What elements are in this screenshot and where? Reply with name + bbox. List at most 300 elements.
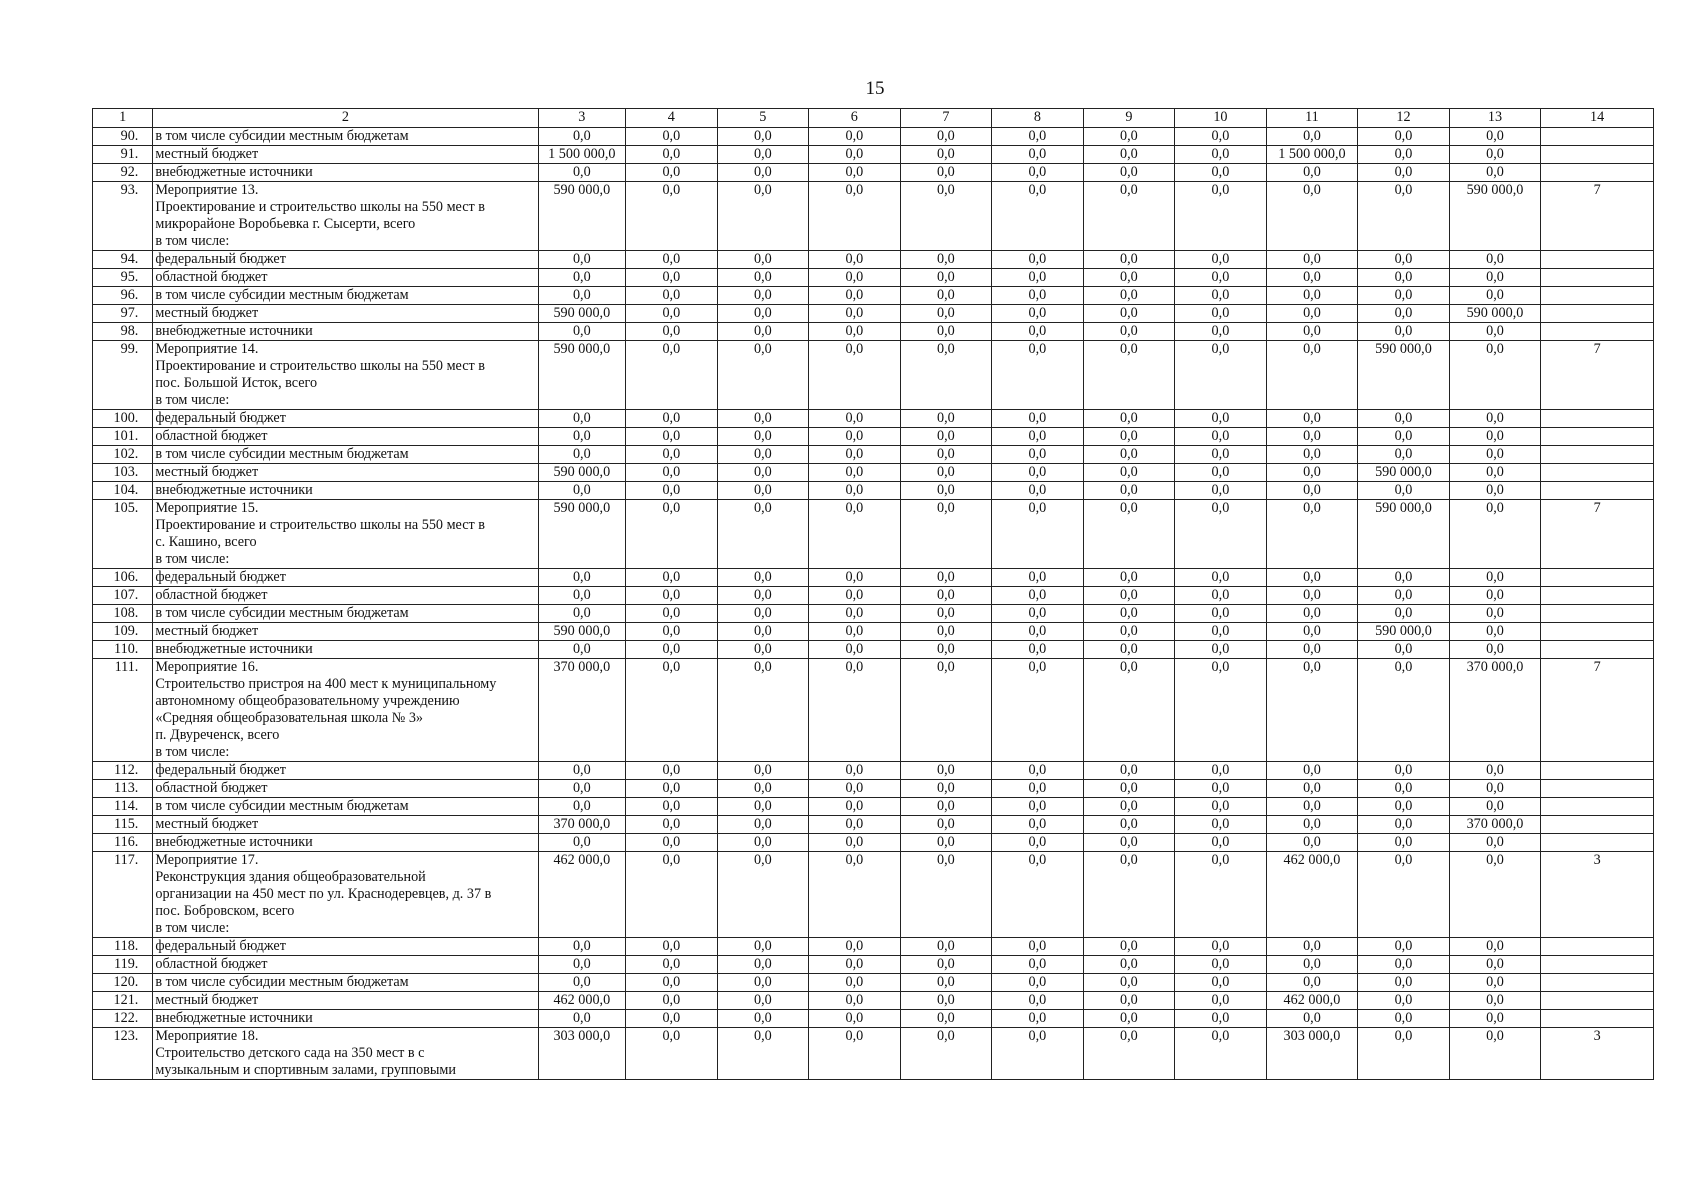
value-cell: 0,0 [626,410,718,428]
row-number: 121. [93,992,153,1010]
value-cell: 0,0 [1083,146,1175,164]
value-cell: 0,0 [809,305,901,323]
description-line: Мероприятие 14. [155,341,259,357]
value-cell: 0,0 [900,428,992,446]
value-cell: 370 000,0 [1449,659,1541,762]
value-cell: 0,0 [809,816,901,834]
description-line: областной бюджет [155,587,268,603]
value-cell: 0,0 [992,251,1084,269]
value-cell: 0,0 [626,605,718,623]
value-cell: 0,0 [1449,446,1541,464]
value-cell-col14: 7 [1541,500,1654,569]
table-row [93,482,1654,500]
value-cell: 462 000,0 [1266,852,1358,938]
value-cell: 0,0 [900,623,992,641]
value-cell: 0,0 [717,852,809,938]
row-description [153,164,538,182]
row-number: 116. [93,834,153,852]
value-cell: 0,0 [1175,410,1267,428]
value-cell: 0,0 [1175,762,1267,780]
table-row [93,305,1654,323]
table-row [93,251,1654,269]
header-row [93,109,1654,128]
value-cell: 0,0 [992,269,1084,287]
value-cell: 0,0 [1083,251,1175,269]
value-cell: 0,0 [626,798,718,816]
value-cell: 0,0 [626,323,718,341]
value-cell: 0,0 [717,128,809,146]
table-body [93,128,1654,1080]
value-cell: 0,0 [900,659,992,762]
value-cell: 0,0 [1449,323,1541,341]
value-cell: 0,0 [900,128,992,146]
value-cell: 0,0 [717,623,809,641]
value-cell: 0,0 [717,251,809,269]
value-cell: 0,0 [1175,992,1267,1010]
table-row [93,410,1654,428]
table-row [93,834,1654,852]
value-cell: 0,0 [1449,251,1541,269]
value-cell: 0,0 [717,974,809,992]
value-cell: 0,0 [538,251,626,269]
value-cell: 590 000,0 [538,341,626,410]
value-cell: 0,0 [1358,780,1450,798]
value-cell: 0,0 [809,992,901,1010]
value-cell: 0,0 [1083,956,1175,974]
table-row [93,1028,1654,1080]
column-header: 1 [93,109,153,128]
row-number: 93. [93,182,153,251]
value-cell: 0,0 [626,182,718,251]
value-cell: 0,0 [1358,641,1450,659]
value-cell: 0,0 [1266,956,1358,974]
description-line: федеральный бюджет [155,938,286,954]
value-cell: 0,0 [626,482,718,500]
value-cell: 0,0 [538,798,626,816]
value-cell: 0,0 [992,323,1084,341]
value-cell: 0,0 [1083,659,1175,762]
description-line: местный бюджет [155,146,259,162]
value-cell: 0,0 [626,428,718,446]
value-cell-col14 [1541,128,1654,146]
value-cell: 0,0 [626,956,718,974]
value-cell: 0,0 [1266,446,1358,464]
value-cell: 0,0 [1449,974,1541,992]
value-cell: 0,0 [1083,605,1175,623]
row-number: 119. [93,956,153,974]
value-cell: 0,0 [1083,938,1175,956]
value-cell-col14 [1541,251,1654,269]
value-cell: 0,0 [809,410,901,428]
row-number: 117. [93,852,153,938]
row-description [153,446,538,464]
value-cell: 0,0 [1175,1010,1267,1028]
value-cell: 0,0 [1175,464,1267,482]
description-line: микрорайоне Воробьевка г. Сысерти, всего [155,216,416,232]
value-cell: 0,0 [1449,146,1541,164]
value-cell: 0,0 [538,1010,626,1028]
value-cell: 0,0 [900,762,992,780]
value-cell: 0,0 [717,182,809,251]
value-cell: 0,0 [1449,992,1541,1010]
column-header: 10 [1175,109,1267,128]
value-cell: 0,0 [1266,323,1358,341]
description-line: в том числе субсидии местным бюджетам [155,974,409,990]
description-line: в том числе: [155,233,230,249]
row-description [153,482,538,500]
row-description [153,605,538,623]
value-cell: 0,0 [1175,305,1267,323]
row-number: 99. [93,341,153,410]
value-cell: 0,0 [900,410,992,428]
value-cell: 590 000,0 [538,500,626,569]
table-row [93,798,1654,816]
value-cell: 0,0 [1083,323,1175,341]
value-cell: 0,0 [1083,780,1175,798]
table-row [93,641,1654,659]
row-number: 112. [93,762,153,780]
value-cell: 0,0 [809,269,901,287]
value-cell: 0,0 [626,500,718,569]
value-cell: 0,0 [717,323,809,341]
value-cell: 0,0 [538,762,626,780]
value-cell: 0,0 [717,164,809,182]
value-cell: 0,0 [626,1010,718,1028]
value-cell-col14 [1541,587,1654,605]
row-number: 123. [93,1028,153,1080]
value-cell: 0,0 [1266,605,1358,623]
value-cell: 0,0 [1358,182,1450,251]
row-number: 115. [93,816,153,834]
value-cell: 0,0 [538,164,626,182]
value-cell: 0,0 [992,164,1084,182]
row-description [153,780,538,798]
description-line: Проектирование и строительство школы на 550 мест в [155,199,485,215]
value-cell: 0,0 [717,1010,809,1028]
value-cell-col14 [1541,816,1654,834]
description-line: п. Двуреченск, всего [155,727,280,743]
row-description [153,659,538,762]
row-number: 94. [93,251,153,269]
value-cell: 0,0 [992,446,1084,464]
value-cell: 0,0 [1266,269,1358,287]
value-cell: 0,0 [809,323,901,341]
value-cell: 0,0 [1266,623,1358,641]
value-cell: 0,0 [717,956,809,974]
table-header [93,109,1654,128]
column-header: 14 [1541,109,1654,128]
value-cell-col14: 3 [1541,852,1654,938]
description-line: внебюджетные источники [155,834,313,850]
value-cell: 0,0 [538,569,626,587]
value-cell: 0,0 [1358,569,1450,587]
value-cell: 0,0 [717,938,809,956]
value-cell: 0,0 [538,780,626,798]
description-line: Реконструкция здания общеобразовательной [155,869,426,885]
description-line: в том числе: [155,744,230,760]
value-cell: 0,0 [1358,605,1450,623]
value-cell: 0,0 [809,287,901,305]
value-cell: 0,0 [1449,938,1541,956]
description-line: «Средняя общеобразовательная школа № 3» [155,710,424,726]
value-cell: 0,0 [1083,816,1175,834]
description-line: Мероприятие 13. [155,182,259,198]
value-cell-col14 [1541,305,1654,323]
value-cell: 0,0 [1449,798,1541,816]
value-cell: 0,0 [1449,605,1541,623]
value-cell: 590 000,0 [1358,623,1450,641]
value-cell: 303 000,0 [538,1028,626,1080]
value-cell: 0,0 [1266,287,1358,305]
value-cell: 0,0 [1083,269,1175,287]
row-description [153,410,538,428]
value-cell: 0,0 [1175,287,1267,305]
value-cell: 462 000,0 [538,852,626,938]
value-cell: 590 000,0 [1449,182,1541,251]
value-cell: 0,0 [900,569,992,587]
value-cell: 590 000,0 [1358,464,1450,482]
value-cell: 0,0 [900,482,992,500]
value-cell: 0,0 [1175,500,1267,569]
value-cell: 0,0 [1266,798,1358,816]
description-line: внебюджетные источники [155,641,313,657]
value-cell: 0,0 [1449,762,1541,780]
value-cell: 0,0 [809,128,901,146]
value-cell: 0,0 [1358,974,1450,992]
value-cell: 0,0 [1266,569,1358,587]
value-cell-col14 [1541,605,1654,623]
row-number: 107. [93,587,153,605]
row-number: 108. [93,605,153,623]
table-row [93,780,1654,798]
value-cell: 0,0 [626,569,718,587]
value-cell: 0,0 [1083,182,1175,251]
row-description [153,287,538,305]
value-cell: 0,0 [1175,587,1267,605]
value-cell: 0,0 [1175,780,1267,798]
value-cell: 0,0 [1358,428,1450,446]
value-cell: 0,0 [1083,287,1175,305]
row-number: 92. [93,164,153,182]
value-cell: 0,0 [538,834,626,852]
description-line: в том числе: [155,392,230,408]
value-cell: 0,0 [538,482,626,500]
value-cell: 0,0 [992,956,1084,974]
value-cell: 0,0 [717,1028,809,1080]
value-cell: 0,0 [626,762,718,780]
value-cell: 0,0 [900,938,992,956]
value-cell: 0,0 [1266,1010,1358,1028]
value-cell: 0,0 [717,780,809,798]
value-cell: 0,0 [1266,816,1358,834]
row-description [153,974,538,992]
value-cell: 0,0 [626,251,718,269]
value-cell: 0,0 [1175,852,1267,938]
row-number: 90. [93,128,153,146]
value-cell: 0,0 [1175,798,1267,816]
value-cell: 0,0 [717,762,809,780]
value-cell: 590 000,0 [1449,305,1541,323]
value-cell: 0,0 [626,446,718,464]
value-cell: 0,0 [900,974,992,992]
table-row [93,762,1654,780]
value-cell: 0,0 [992,852,1084,938]
row-number: 120. [93,974,153,992]
value-cell: 0,0 [1083,992,1175,1010]
description-line: в том числе субсидии местным бюджетам [155,605,409,621]
column-header: 3 [538,109,626,128]
value-cell: 0,0 [992,938,1084,956]
value-cell: 0,0 [1266,182,1358,251]
description-line: областной бюджет [155,956,268,972]
table-row [93,428,1654,446]
value-cell: 0,0 [626,938,718,956]
value-cell: 0,0 [1449,410,1541,428]
value-cell: 0,0 [1358,251,1450,269]
value-cell: 0,0 [1266,974,1358,992]
column-header: 5 [717,109,809,128]
value-cell: 0,0 [900,956,992,974]
column-header: 7 [900,109,992,128]
value-cell: 0,0 [992,464,1084,482]
value-cell: 0,0 [1083,798,1175,816]
table-row [93,1010,1654,1028]
value-cell: 0,0 [1358,482,1450,500]
value-cell-col14 [1541,464,1654,482]
value-cell: 0,0 [1449,569,1541,587]
value-cell: 0,0 [717,992,809,1010]
value-cell: 0,0 [538,974,626,992]
value-cell: 0,0 [900,323,992,341]
value-cell: 0,0 [626,128,718,146]
value-cell-col14 [1541,482,1654,500]
value-cell: 0,0 [992,428,1084,446]
value-cell: 0,0 [1266,659,1358,762]
value-cell: 0,0 [626,641,718,659]
value-cell: 0,0 [900,500,992,569]
value-cell: 0,0 [1083,1028,1175,1080]
value-cell: 0,0 [1175,641,1267,659]
value-cell: 0,0 [717,446,809,464]
value-cell: 0,0 [992,974,1084,992]
description-line: федеральный бюджет [155,251,286,267]
value-cell: 0,0 [1449,1010,1541,1028]
value-cell: 0,0 [626,164,718,182]
row-number: 101. [93,428,153,446]
value-cell: 0,0 [1175,128,1267,146]
value-cell: 0,0 [1358,956,1450,974]
value-cell: 0,0 [1358,798,1450,816]
value-cell: 0,0 [626,852,718,938]
value-cell: 0,0 [1083,410,1175,428]
value-cell: 0,0 [992,762,1084,780]
value-cell: 0,0 [992,780,1084,798]
value-cell: 0,0 [626,269,718,287]
table-row [93,269,1654,287]
column-header: 8 [992,109,1084,128]
value-cell: 0,0 [626,623,718,641]
value-cell-col14 [1541,938,1654,956]
row-number: 97. [93,305,153,323]
table-row [93,974,1654,992]
value-cell: 0,0 [809,341,901,410]
value-cell: 0,0 [992,182,1084,251]
value-cell: 0,0 [992,410,1084,428]
table-row [93,623,1654,641]
value-cell: 0,0 [626,659,718,762]
value-cell: 0,0 [717,569,809,587]
value-cell: 0,0 [1449,500,1541,569]
table-row [93,816,1654,834]
description-line: Мероприятие 15. [155,500,259,516]
value-cell: 0,0 [1449,641,1541,659]
value-cell: 0,0 [809,659,901,762]
column-header: 13 [1449,109,1541,128]
value-cell: 0,0 [1083,128,1175,146]
value-cell: 0,0 [1358,269,1450,287]
page-number: 15 [865,78,885,99]
value-cell: 0,0 [1083,446,1175,464]
value-cell: 0,0 [900,146,992,164]
value-cell: 0,0 [626,780,718,798]
value-cell: 0,0 [1266,251,1358,269]
table-row [93,323,1654,341]
value-cell: 0,0 [1358,834,1450,852]
value-cell: 590 000,0 [538,623,626,641]
value-cell-col14: 7 [1541,182,1654,251]
value-cell-col14 [1541,269,1654,287]
value-cell: 0,0 [1266,482,1358,500]
table-row [93,500,1654,569]
value-cell: 0,0 [992,341,1084,410]
row-description [153,569,538,587]
description-line: внебюджетные источники [155,323,313,339]
value-cell: 0,0 [900,446,992,464]
row-description [153,428,538,446]
row-description [153,323,538,341]
value-cell: 0,0 [1266,587,1358,605]
value-cell: 0,0 [900,182,992,251]
value-cell: 0,0 [992,992,1084,1010]
value-cell: 0,0 [1083,341,1175,410]
value-cell: 0,0 [717,305,809,323]
value-cell: 0,0 [1175,251,1267,269]
table-row [93,128,1654,146]
value-cell: 0,0 [1358,1028,1450,1080]
row-number: 109. [93,623,153,641]
value-cell: 0,0 [1083,587,1175,605]
value-cell: 0,0 [1083,464,1175,482]
description-line: в том числе субсидии местным бюджетам [155,446,409,462]
value-cell: 0,0 [1266,410,1358,428]
value-cell: 0,0 [1449,164,1541,182]
value-cell: 0,0 [809,182,901,251]
value-cell: 0,0 [717,146,809,164]
value-cell: 0,0 [717,587,809,605]
value-cell: 0,0 [1266,780,1358,798]
row-number: 91. [93,146,153,164]
row-description [153,587,538,605]
value-cell: 0,0 [717,834,809,852]
description-line: внебюджетные источники [155,1010,313,1026]
value-cell: 0,0 [1175,182,1267,251]
value-cell: 0,0 [900,641,992,659]
value-cell: 0,0 [717,500,809,569]
value-cell: 0,0 [809,974,901,992]
value-cell: 462 000,0 [1266,992,1358,1010]
value-cell: 0,0 [900,1028,992,1080]
value-cell: 0,0 [1266,464,1358,482]
